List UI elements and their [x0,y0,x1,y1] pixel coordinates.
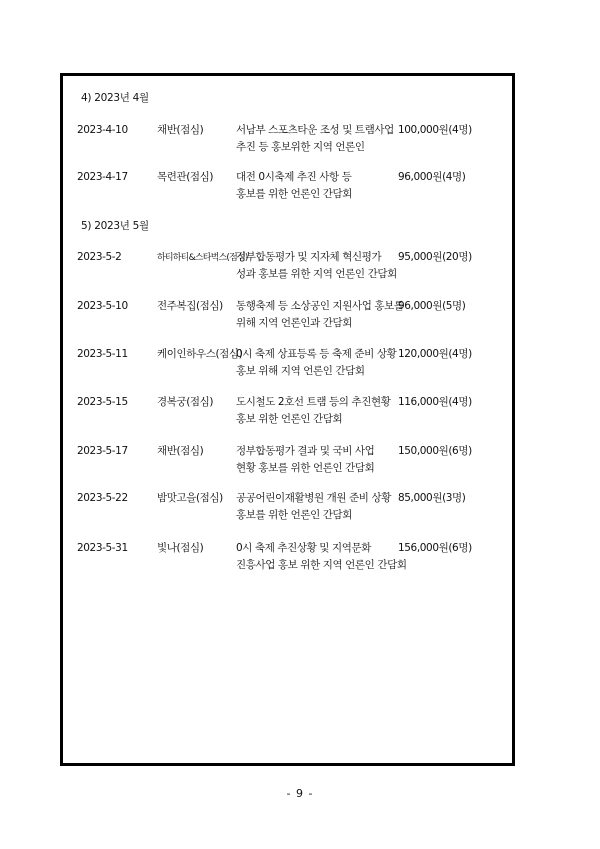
entry-purpose [236,169,396,203]
entry-amount: 95,000원(20명) [398,251,472,263]
entry-amount: 85,000원(3명) [398,492,466,504]
purpose-line: 위해 지역 언론인과 간담회 [236,317,352,329]
purpose-line: 도시철도 2호선 트램 등의 추진현황 [236,396,391,408]
entry-venue: 전주복집(점심) [157,300,223,312]
purpose-line: 홍보 위해 지역 언론인 간담회 [236,365,365,377]
entry-date: 2023-5-22 [77,492,128,504]
entry-amount: 96,000원(5명) [398,300,466,312]
entry-purpose [236,298,404,332]
purpose-line: 정부합동평가 및 지자체 혁신평가 [236,251,382,263]
entry-venue: 목련관(점심) [157,171,214,183]
entry-purpose [236,490,396,524]
entry-amount: 116,000원(4명) [398,396,472,408]
entry-amount: 120,000원(4명) [398,348,472,360]
entry-venue: 하티하티&스타벅스(점심) [157,253,248,263]
entry-venue: 빛나(점심) [157,542,204,554]
purpose-line: 서남부 스포츠타운 조성 및 트램사업 [236,124,394,136]
entry-date: 2023-5-11 [77,348,128,360]
purpose-line: 동행축제 등 소상공인 지원사업 홍보를 [236,300,404,312]
entry-date: 2023-5-17 [77,445,128,457]
list-item [0,122,600,154]
entry-amount: 100,000원(4명) [398,124,472,136]
entry-date: 2023-4-10 [77,124,128,136]
section-heading: 4) 2023년 4월 [81,92,149,104]
list-item [0,540,600,572]
purpose-line: 현황 홍보를 위한 언론인 간담회 [236,462,375,474]
entry-venue: 채반(점심) [157,124,204,136]
purpose-line: 0시 축제 상표등록 등 축제 준비 상황 [236,348,397,360]
list-item [0,298,600,330]
entry-amount: 156,000원(6명) [398,542,472,554]
purpose-line: 홍보를 위한 언론인 간담회 [236,509,352,521]
list-item [0,346,600,378]
entry-venue: 케이인하우스(점심) [157,348,243,360]
entry-venue: 밤맛고을(점심) [157,492,223,504]
entry-date: 2023-5-15 [77,396,128,408]
section-heading: 5) 2023년 5월 [81,220,149,232]
entry-purpose [236,346,396,380]
entry-purpose [236,540,407,574]
entry-date: 2023-5-10 [77,300,128,312]
purpose-line: 정부합동평가 결과 및 국비 사업 [236,445,375,457]
entry-date: 2023-4-17 [77,171,128,183]
entry-date: 2023-5-2 [77,251,122,263]
purpose-line: 진흥사업 홍보 위한 지역 언론인 간담회 [236,559,407,571]
entry-purpose [236,443,396,477]
purpose-line: 공공어린이재활병원 개원 준비 상황 [236,492,391,504]
entry-amount: 96,000원(4명) [398,171,466,183]
purpose-line: 홍보를 위한 언론인 간담회 [236,188,352,200]
entry-date: 2023-5-31 [77,542,128,554]
list-item [0,443,600,475]
entry-purpose [236,394,396,428]
purpose-line: 추진 등 홍보위한 지역 언론인 [236,141,365,153]
list-item [0,249,600,281]
purpose-line: 대전 0시축제 추진 사항 등 [236,171,352,183]
list-item [0,394,600,426]
entry-venue: 경복궁(점심) [157,396,214,408]
entry-purpose [236,122,396,156]
purpose-line: 성과 홍보를 위한 지역 언론인 간담회 [236,268,397,280]
purpose-line: 홍보 위한 언론인 간담회 [236,413,343,425]
entry-amount: 150,000원(6명) [398,445,472,457]
list-item [0,490,600,522]
entry-purpose [236,249,396,283]
entry-venue: 채반(점심) [157,445,204,457]
list-item [0,169,600,201]
purpose-line: 0시 축제 추진상황 및 지역문화 [236,542,371,554]
page-number: - 9 - [286,787,314,800]
